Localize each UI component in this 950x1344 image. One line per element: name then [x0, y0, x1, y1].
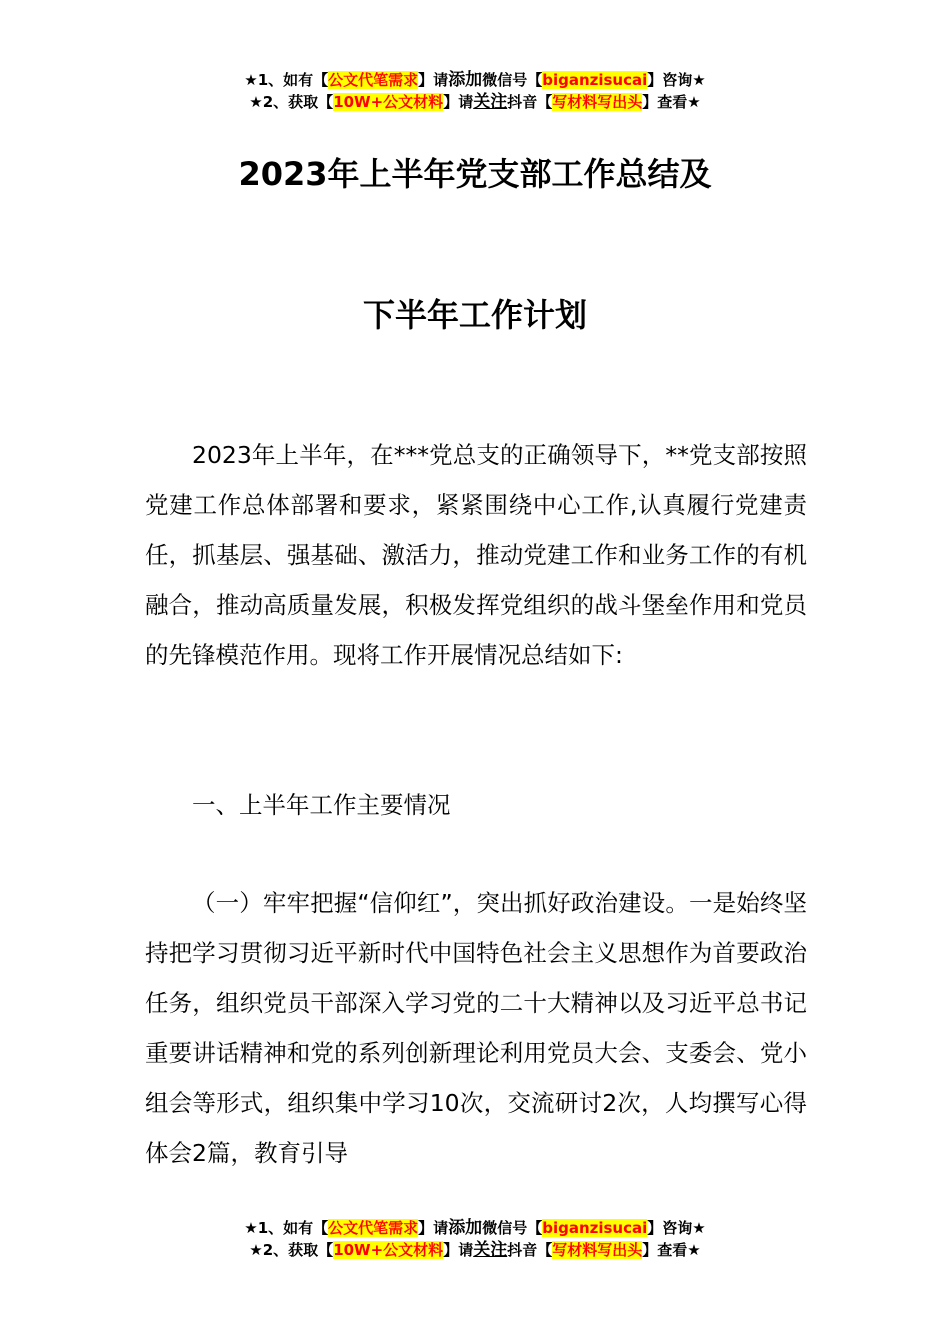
promo-line-1: ★1、如有【公文代笔需求】请添加微信号【biganzisucai】咨询★: [244, 1218, 706, 1238]
highlight-douyin-account: 写材料写出头: [552, 1241, 643, 1259]
promo-banner-bottom: [0, 1217, 950, 1261]
highlight-wechat-id: biganzisucai: [542, 1219, 648, 1237]
section-heading-1: 一、上半年工作主要情况: [192, 791, 451, 819]
highlight-service: 公文代笔需求: [328, 1219, 419, 1237]
promo-banner-top: [0, 69, 950, 113]
promo-line-2: ★2、获取【10W+公文材料】请关注抖音【写材料写出头】查看★: [249, 1240, 701, 1260]
highlight-wechat-id: biganzisucai: [542, 71, 648, 89]
highlight-douyin-account: 写材料写出头: [552, 93, 643, 111]
document-title-line-1: 2023年上半年党支部工作总结及: [238, 155, 712, 193]
promo-line-1: ★1、如有【公文代笔需求】请添加微信号【biganzisucai】咨询★: [244, 70, 706, 90]
promo-line-2: ★2、获取【10W+公文材料】请关注抖音【写材料写出头】查看★: [249, 92, 701, 112]
section-paragraph-1: （一）牢牢把握“信仰红”，突出抓好政治建设。一是始终坚持把学习贯彻习近平新时代中国特色社会主义思想作为首要政治任务，组织党员干部深入学习党的二十大精神以及习近平总书记重要讲话精神和党的系列创新理论利用党员大会、支委会、党小组会等形式，组织集中学习10次，交流研讨2次，人均撰写心得体会2篇，教育引导: [145, 889, 807, 1167]
intro-paragraph: 2023年上半年，在***党总支的正确领导下，**党支部按照党建工作总体部署和要求，紧紧围绕中心工作,认真履行党建责任，抓基层、强基础、激活力，推动党建工作和业务工作的有机融合，推动高质量发展，积极发挥党组织的战斗堡垒作用和党员的先锋模范作用。现将工作开展情况总结如下:: [145, 441, 807, 669]
highlight-materials: 10W+公文材料: [333, 1241, 444, 1259]
document-title-line-2: 下半年工作计划: [362, 296, 587, 334]
highlight-materials: 10W+公文材料: [333, 93, 444, 111]
highlight-service: 公文代笔需求: [328, 71, 419, 89]
